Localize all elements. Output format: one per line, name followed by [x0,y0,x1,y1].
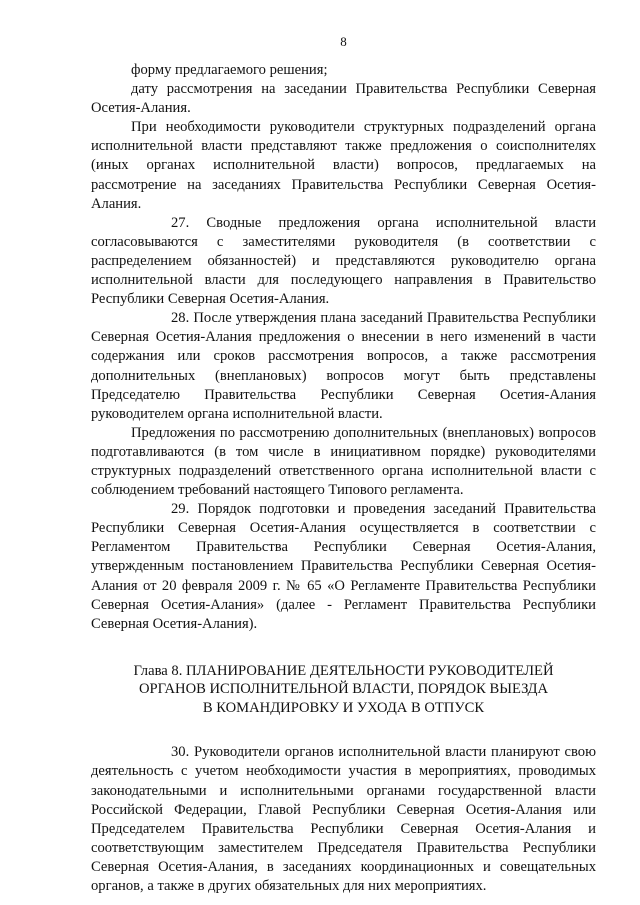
chapter-heading-line-1: Глава 8. ПЛАНИРОВАНИЕ ДЕЯТЕЛЬНОСТИ РУКОВОДИТЕЛЕЙ [133,662,554,679]
item-27-number: 27. [171,214,190,231]
item-29 [91,500,596,634]
item-29-number: 29. [171,501,190,518]
item-27-text: Сводные предложения органа исполнительной власти согласовываются с заместителями руководителя (в соответствии с распределением обязанностей) и представляются руководителю органа исполнительной власти для последующего направления в Правительство Республики Северная Осетия-Алания. [91,214,596,308]
item-30-text: Руководители органов исполнительной власти планируют свою деятельность с учетом необходимости участия в мероприятиях, проводимых законодательными и исполнительными органами государственной власти Российской Федерации, Главой Республики Северная Осетия-Алания или Председателем Правительства Республики Северная Осетия-Алания и соответствующим заместителем Председателя Правительства Республики Северная Осетия-Алания, в заседаниях координационных и совещательных органов, а также в других обязательных для них мероприятиях. [91,744,596,894]
paragraph-proposal-form: форму предлагаемого решения; [131,62,328,78]
item-30 [91,743,596,896]
chapter-heading-line-3: В КОМАНДИРОВКУ И УХОДА В ОТПУСК [202,699,485,716]
item-28-text: После утверждения плана заседаний Правительства Республики Северная Осетия-Алания предложения о внесении в него изменений в части содержания или сроков рассмотрения вопросов, а также рассмотрения дополнительных (внеплановых) вопросов могут быть представлены Председателю Правительства Республики Северная Осетия-Алания руководителем органа исполнительной власти. [91,310,596,422]
page-number: 8 [340,34,347,49]
item-27 [91,214,596,309]
item-28-number: 28. [171,310,190,327]
item-30-number: 30. [171,744,190,761]
chapter-heading-line-2: ОРГАНОВ ИСПОЛНИТЕЛЬНОЙ ВЛАСТИ, ПОРЯДОК ВЫЕЗДА [138,681,548,698]
chapter-8-heading [91,662,596,718]
item-29-text: Порядок подготовки и проведения заседаний Правительства Республики Северная Осетия-Алания осуществляется в соответствии с Регламентом Правительства Республики Северная Осетия-Алания, утвержденным постановлением Правительства Республики Северная Осетия-Алания от 20 февраля 2009 г. № 65 «О Регламенте Правительства Республики Северная Осетия-Алания» (далее - Регламент Правительства Республики Северная Осетия-Алания). [91,501,596,632]
item-28-continuation: Предложения по рассмотрению дополнительных (внеплановых) вопросов подготавливаются (в том числе в инициативном порядке) руководителями структурных подразделений ответственного органа исполнительной власти с соблюдением требований настоящего Типового регламента. [91,424,596,499]
item-28 [91,309,596,424]
paragraph-review-date: дату рассмотрения на заседании Правительства Республики Северная Осетия-Алания. [91,81,596,117]
paragraph-co-executors: При необходимости руководители структурных подразделений органа исполнительной власти представляют также предложения о соисполнителях (иных органах исполнительной власти) вопросов, предлагаемых на рассмотрение на заседаниях Правительства Республики Северная Осетия-Алания. [91,119,596,212]
